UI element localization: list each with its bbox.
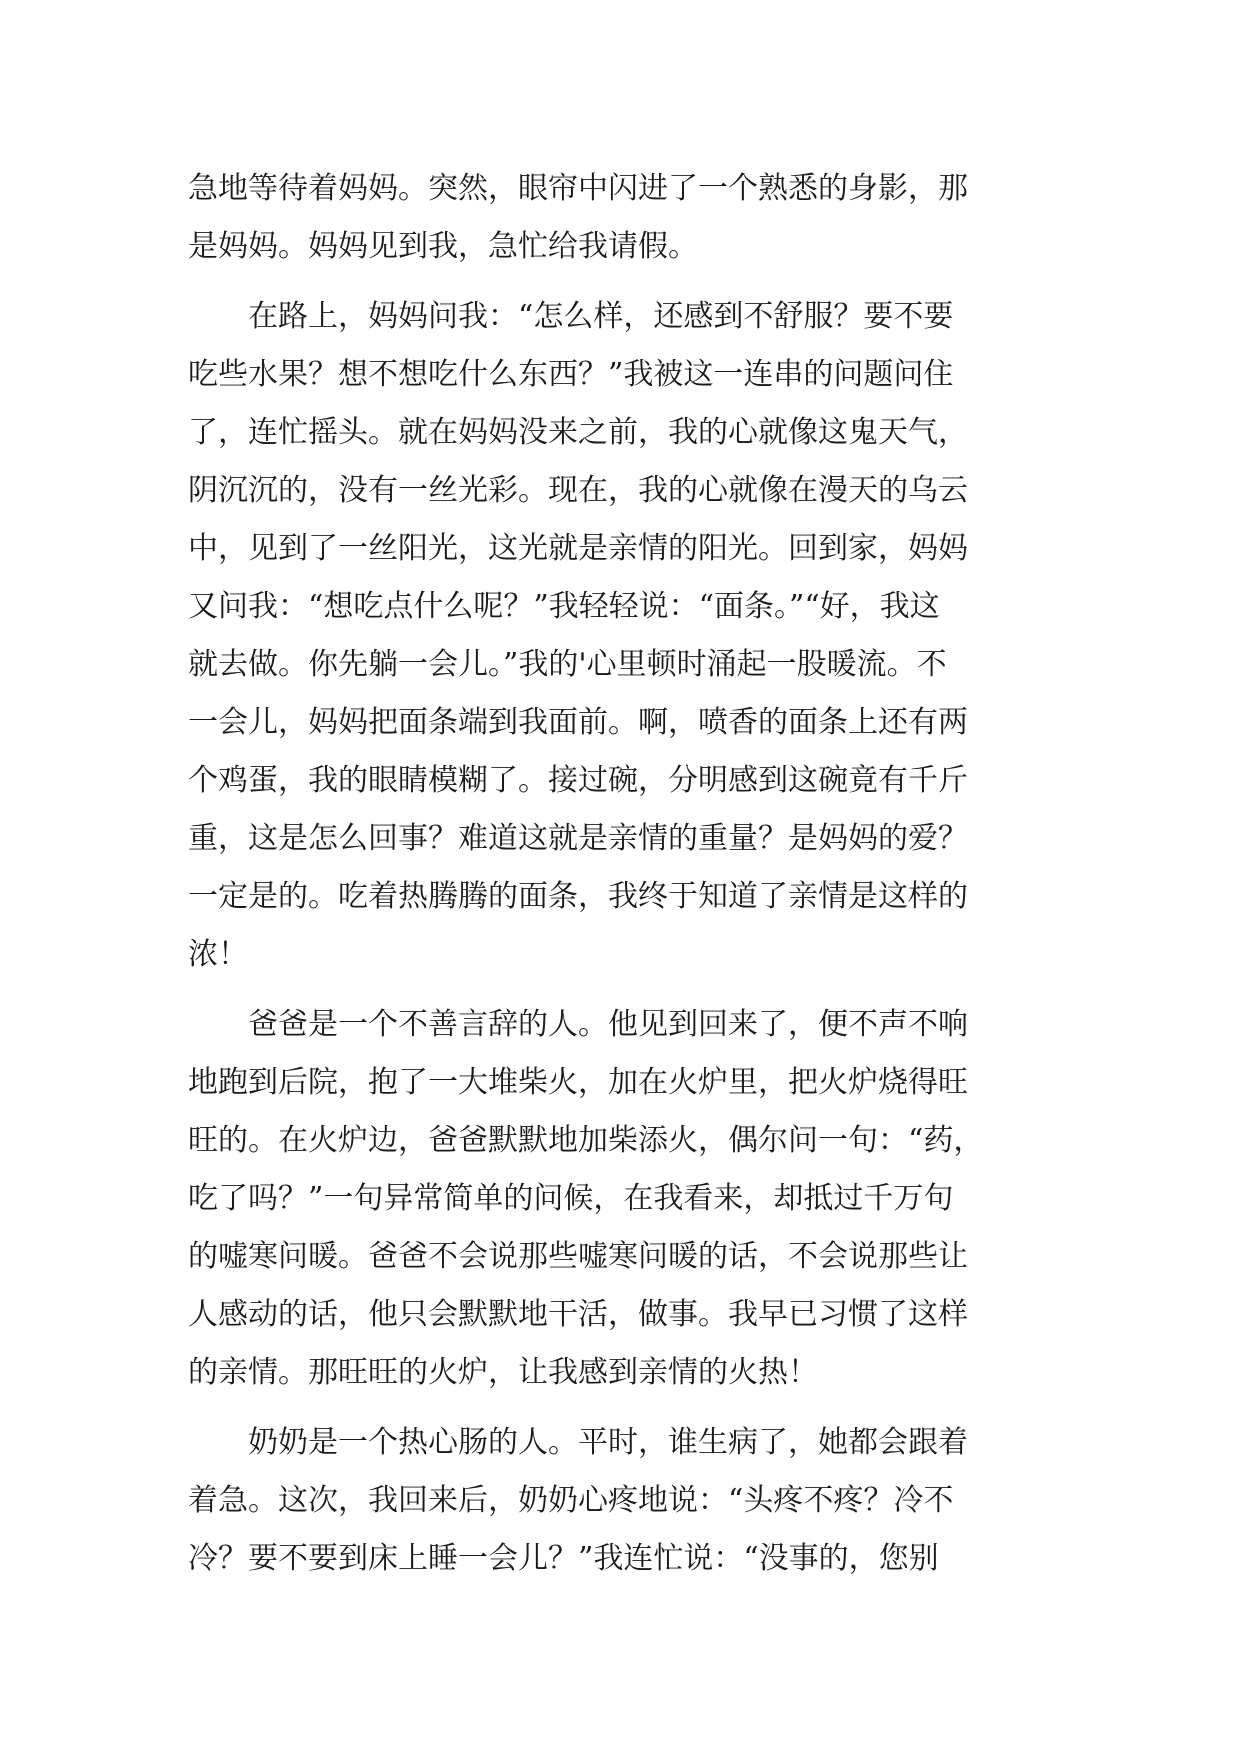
text-line: 阴沉沉的，没有一丝光彩。现在，我的心就像在漫天的乌云 — [188, 473, 968, 508]
paragraph — [188, 288, 1056, 984]
text-line: 人感动的话，他只会默默地干活，做事。我早已习惯了这样 — [188, 1297, 968, 1332]
text-line: 急地等待着妈妈。突然，眼帘中闪进了一个熟悉的身影，那 — [188, 171, 968, 206]
text-line: 又问我：“想吃点什么呢？”我轻轻说：“面条。”“好，我这 — [188, 589, 940, 624]
paragraph — [188, 1414, 1056, 1588]
text-line: 吃了吗？”一句异常简单的问候，在我看来，却抵过千万句 — [188, 1181, 954, 1216]
text-line: 的亲情。那旺旺的火炉，让我感到亲情的火热！ — [188, 1355, 818, 1390]
text-line: 奶奶是一个热心肠的人。平时，谁生病了，她都会跟着 — [188, 1425, 968, 1460]
text-line: 一会儿，妈妈把面条端到我面前。啊，喷香的面条上还有两 — [188, 705, 968, 740]
text-line: 重，这是怎么回事？难道这就是亲情的重量？是妈妈的爱？ — [188, 821, 968, 856]
text-line: 吃些水果？想不想吃什么东西？”我被这一连串的问题问住 — [188, 357, 954, 392]
text-line: 浓！ — [188, 937, 248, 972]
text-line: 旺的。在火炉边，爸爸默默地加柴添火，偶尔问一句：“药， — [188, 1123, 984, 1158]
text-line: 的嘘寒问暖。爸爸不会说那些嘘寒问暖的话，不会说那些让 — [188, 1239, 968, 1274]
paragraph — [188, 996, 1056, 1402]
text-line: 着急。这次，我回来后，奶奶心疼地说：“头疼不疼？冷不 — [188, 1483, 954, 1518]
text-line: 在路上，妈妈问我：“怎么样，还感到不舒服？要不要 — [188, 299, 954, 334]
text-line: 爸爸是一个不善言辞的人。他见到回来了，便不声不响 — [188, 1007, 968, 1042]
text-line: 是妈妈。妈妈见到我，急忙给我请假。 — [188, 229, 698, 264]
paragraph — [188, 160, 1056, 276]
text-line: 冷？要不要到床上睡一会儿？”我连忙说：“没事的，您别 — [188, 1541, 939, 1576]
text-line: 一定是的。吃着热腾腾的面条，我终于知道了亲情是这样的 — [188, 879, 968, 914]
text-line: 地跑到后院，抱了一大堆柴火，加在火炉里，把火炉烧得旺 — [188, 1065, 968, 1100]
text-line: 中，见到了一丝阳光，这光就是亲情的阳光。回到家，妈妈 — [188, 531, 968, 566]
document-body — [188, 160, 1056, 1588]
text-line: 个鸡蛋，我的眼睛模糊了。接过碗，分明感到这碗竟有千斤 — [188, 763, 968, 798]
text-line: 了，连忙摇头。就在妈妈没来之前，我的心就像这鬼天气， — [188, 415, 968, 450]
text-line: 就去做。你先躺一会儿。”我的'心里顿时涌起一股暖流。不 — [188, 647, 947, 682]
